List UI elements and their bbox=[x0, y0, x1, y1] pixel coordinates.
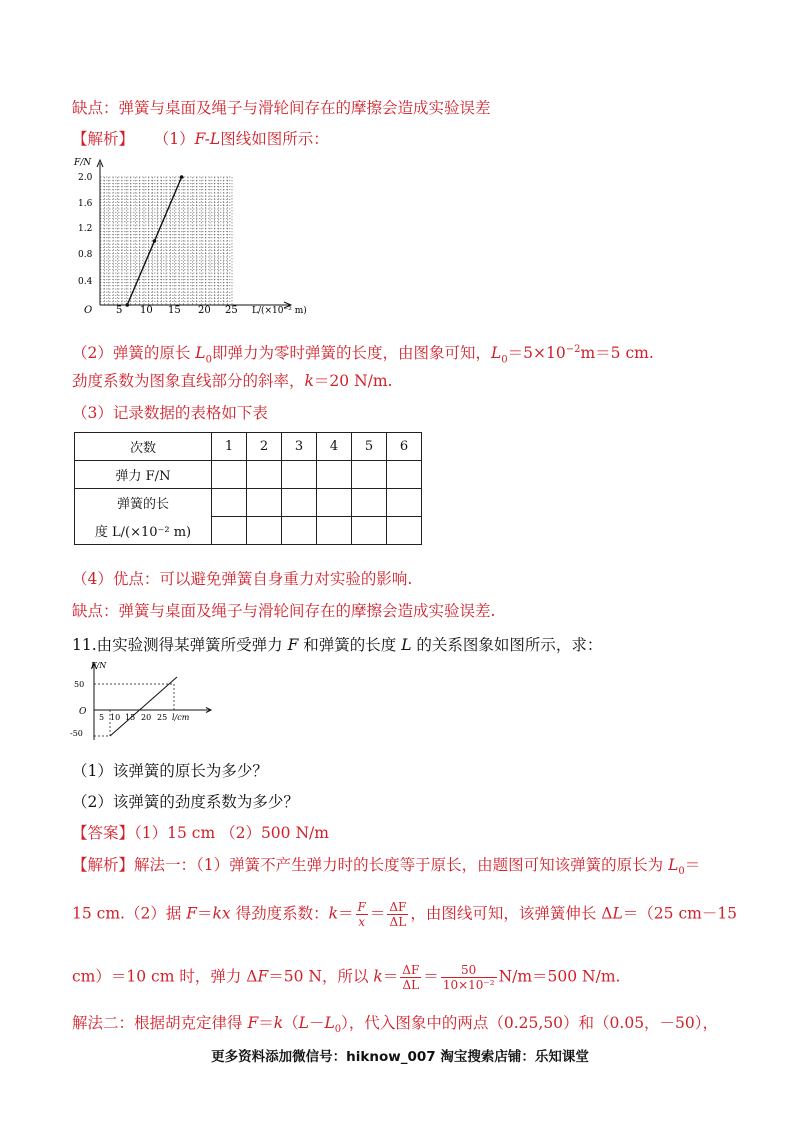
fl-graph bbox=[70, 155, 310, 320]
fl2-xtick-0: 5 bbox=[99, 713, 105, 722]
solution-tag: 【解析】 bbox=[72, 856, 135, 874]
table-col-1: 1 bbox=[212, 433, 247, 461]
solution-line-2: 15 cm.（2）据 F＝kx 得劲度系数：k＝ $\frac{F}{x}$ ＝ $\frac{\Delta F}{\Delta L}$ ，由图线可知，该弹簧伸长 ΔL＝（25 cm－15 bbox=[72, 900, 738, 929]
table-col-6: 6 bbox=[387, 433, 422, 461]
analysis-tag: 【解析】 bbox=[72, 130, 135, 148]
fl-graph-grid bbox=[100, 177, 232, 305]
fl-graph-xlabel: L/(×10⁻² m) bbox=[252, 306, 307, 316]
analysis-heading: 【解析】 （1）F-L图线如图所示： bbox=[72, 130, 329, 148]
fl-xtick-3: 20 bbox=[198, 305, 211, 316]
p2-line-2: 劲度系数为图象直线部分的斜率，k＝20 N/m. bbox=[72, 372, 393, 390]
data-point bbox=[125, 303, 129, 307]
fl2-origin: O bbox=[79, 707, 87, 717]
q11-part2: （2）该弹簧的劲度系数为多少？ bbox=[72, 793, 299, 811]
fl-ytick-1: 0.8 bbox=[78, 250, 93, 260]
record-table bbox=[74, 432, 422, 545]
fl2-ytick-neg: -50 bbox=[70, 729, 83, 738]
table-col-3: 3 bbox=[282, 433, 317, 461]
fl-xtick-0: 5 bbox=[116, 305, 123, 316]
fl-graph-2 bbox=[66, 660, 216, 742]
fraction-f-over-x: $\frac{F}{x}$ bbox=[357, 900, 366, 929]
fl2-xtick-2: 15 bbox=[125, 713, 136, 722]
answer-tag: 【答案】 bbox=[72, 824, 135, 842]
q11-part1: （1）该弹簧的原长为多少？ bbox=[72, 762, 268, 780]
fl-graph-ylabel: F/N bbox=[74, 158, 92, 168]
fl-xtick-4: 25 bbox=[225, 305, 238, 316]
fl2-ytick-pos: 50 bbox=[74, 680, 85, 689]
table-col-4: 4 bbox=[317, 433, 352, 461]
defect-line-1: 缺点：弹簧与桌面及绳子与滑轮间存在的摩擦会造成实验误差 bbox=[72, 99, 491, 117]
fl-xtick-2: 15 bbox=[168, 305, 181, 316]
p4-defect-line: 缺点：弹簧与桌面及绳子与滑轮间存在的摩擦会造成实验误差. bbox=[72, 602, 496, 620]
table-row-length-a: 弹簧的长 bbox=[75, 489, 212, 517]
p2-line-1: （2）弹簧的原长 $L_0$即弹力为零时弹簧的长度，由图象可知，$L_0=5\times 10^{-2}m=5$ cm. bbox=[72, 344, 654, 366]
question-11: 11.由实验测得某弹簧所受弹力 F 和弹簧的长度 L 的关系图象如图所示，求： bbox=[72, 636, 603, 654]
fl-ytick-4: 2.0 bbox=[78, 173, 93, 183]
fl2-xlabel: l/cm bbox=[172, 713, 190, 722]
answer-line: 【答案】（1）15 cm （2）500 N/m bbox=[72, 824, 329, 842]
fl2-xtick-3: 20 bbox=[141, 713, 152, 722]
table-col-5: 5 bbox=[352, 433, 387, 461]
fl-ytick-3: 1.6 bbox=[78, 199, 93, 209]
footer: 更多资料添加微信号：hiknow_007 淘宝搜索店铺：乐知课堂 bbox=[211, 1049, 589, 1065]
solution-line-1: 【解析】解法一：（1）弹簧不产生弹力时的长度等于原长，由题图可知该弹簧的原长为 $L_0=$ bbox=[72, 856, 701, 878]
table-row bbox=[75, 489, 422, 517]
p4-line: （4）优点：可以避免弹簧自身重力对实验的影响. bbox=[72, 570, 413, 588]
data-point bbox=[153, 239, 157, 243]
fraction-50-over-value: $\frac{50}{\text{10×10⁻²}}$ bbox=[442, 963, 495, 992]
data-point bbox=[180, 175, 184, 179]
fl2-line bbox=[110, 677, 177, 736]
fl2-xtick-4: 25 bbox=[157, 713, 168, 722]
fl2-xtick-1: 10 bbox=[110, 713, 121, 722]
fl2-ylabel: F/N bbox=[91, 661, 107, 670]
table-row bbox=[75, 517, 422, 545]
table-col-2: 2 bbox=[247, 433, 282, 461]
series-line bbox=[110, 677, 177, 736]
table-row bbox=[75, 461, 422, 489]
table-header-count: 次数 bbox=[75, 433, 212, 461]
solution-line-4: 解法二：根据胡克定律得 $F=k(L-L_0)$，代入图象中的两点（0.25,50）和（0.05，－50）， bbox=[72, 1014, 719, 1036]
fl-xtick-1: 10 bbox=[140, 305, 153, 316]
table-row-force: 弹力 F/N bbox=[75, 461, 212, 489]
fl2-axes bbox=[92, 663, 212, 740]
fraction-df-over-dl: $\frac{\Delta F}{\Delta L}$ bbox=[389, 900, 407, 929]
table-row bbox=[75, 433, 422, 461]
fraction-df-over-dl-2: $\frac{\Delta F}{\Delta L}$ bbox=[402, 963, 420, 992]
fl-ytick-0: 0.4 bbox=[78, 277, 93, 287]
p3-line: （3）记录数据的表格如下表 bbox=[72, 404, 268, 422]
fl-graph-origin: O bbox=[84, 305, 93, 316]
fl-ytick-2: 1.2 bbox=[78, 224, 93, 234]
solution-line-3: cm）＝10 cm 时，弹力 ΔF＝50 N，所以 k＝ $\frac{\Delta F}{\Delta L}$ ＝ $\frac{50}{\text{10×10⁻²}}$ N/m＝500 N/m. bbox=[72, 963, 621, 992]
table-row-length-b: 度 L/(×10⁻² m) bbox=[75, 517, 212, 545]
